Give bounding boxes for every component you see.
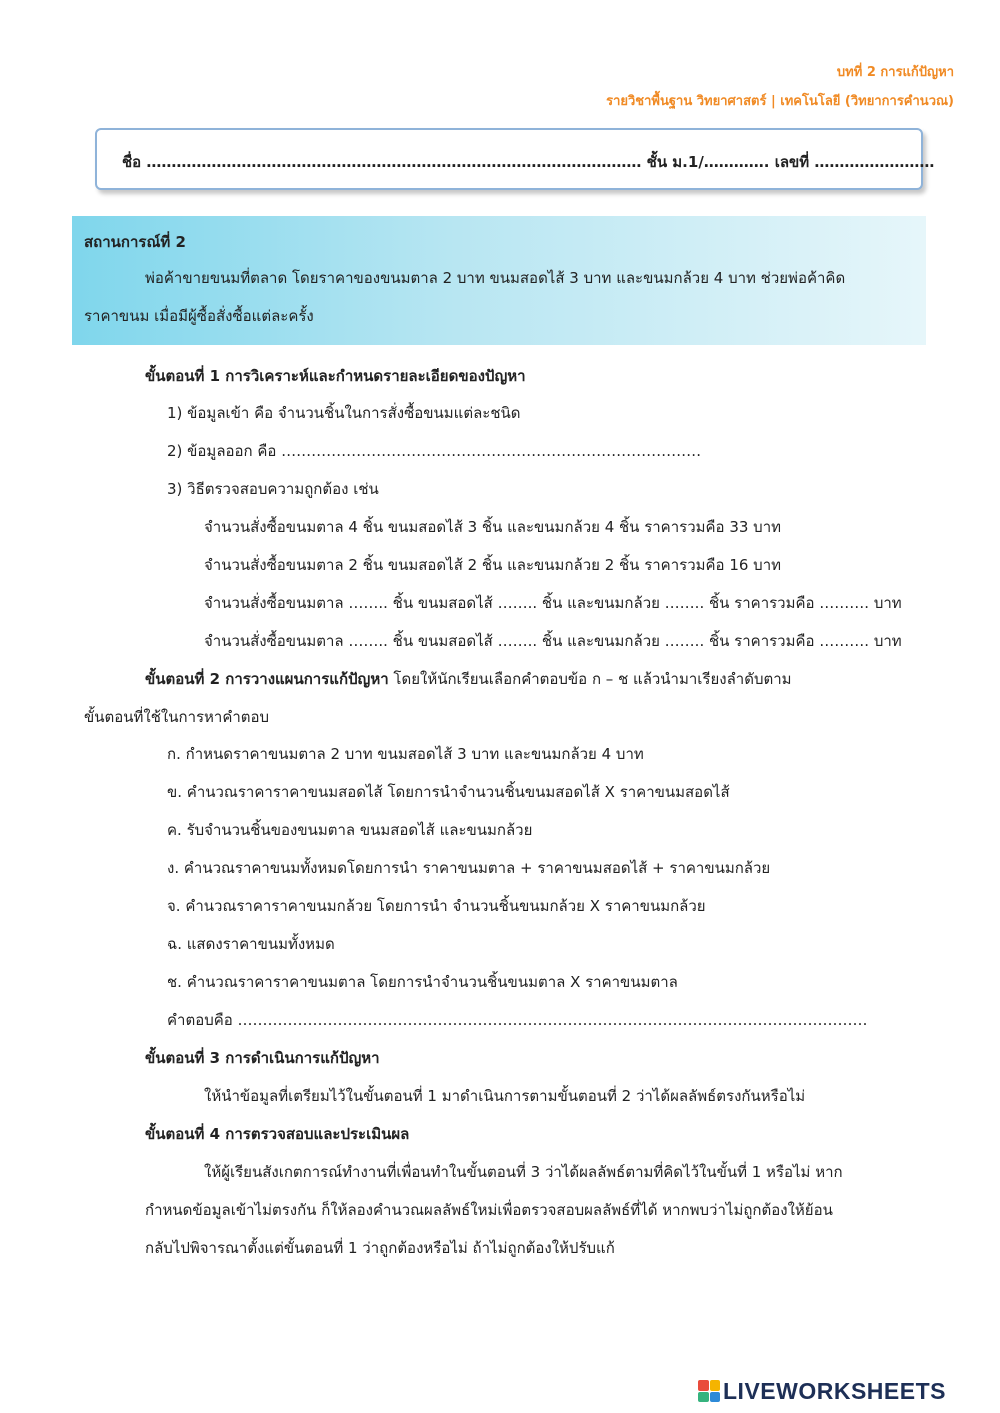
scenario-text-line-2: ราคาขนม เมื่อมีผู้ซื้อสั่งซื้อแต่ละครั้ง: [84, 307, 314, 325]
liveworksheets-wordmark: LIVEWORKSHEETS: [723, 1377, 946, 1404]
step1-example-3: จำนวนสั่งซื้อขนมตาล …….. ชิ้น ขนมสอดไส้ …….. ชิ้น และขนมกล้วย …….. ชิ้น ราคารวมคือ ………. บาท: [204, 594, 902, 612]
step2-intro-text: โดยให้นักเรียนเลือกคำตอบข้อ ก – ช แล้วนำมาเรียงลำดับตาม: [388, 670, 792, 688]
step1-title: ขั้นตอนที่ 1 การวิเคราะห์และกำหนดรายละเอียดของปัญหา: [145, 367, 526, 385]
step2-option-kho-khwai: ค. รับจำนวนชิ้นของขนมตาล ขนมสอดไส้ และขนมกล้วย: [167, 821, 533, 839]
liveworksheets-icon: [698, 1380, 720, 1402]
step3-text: ให้นำข้อมูลที่เตรียมไว้ในขั้นตอนที่ 1 มาดำเนินการตามขั้นตอนที่ 2 ว่าได้ผลลัพธ์ตรงกันหรือไม่: [204, 1087, 806, 1105]
step3-title: ขั้นตอนที่ 3 การดำเนินการแก้ปัญหา: [145, 1049, 380, 1067]
step2-title: ขั้นตอนที่ 2 การวางแผนการแก้ปัญหา: [145, 670, 389, 688]
step2-answer-line: คำตอบคือ ………………………………………………………………………………………………………………: [167, 1011, 868, 1029]
step4-text-line-2: กำหนดข้อมูลเข้าไม่ตรงกัน ก็ให้ลองคำนวณผลลัพธ์ใหม่เพื่อตรวจสอบผลลัพธ์ที่ได้ หากพบว่าไม่ถูกต้องให้ย้อน: [145, 1201, 833, 1219]
chapter-heading: บทที่ 2 การแก้ปัญหา: [836, 65, 954, 80]
step2-option-chho: ฉ. แสดงราคาขนมทั้งหมด: [167, 935, 335, 953]
step2-intro: [145, 667, 792, 691]
step4-text-line-3: กลับไปพิจารณาตั้งแต่ขั้นตอนที่ 1 ว่าถูกต้องหรือไม่ ถ้าไม่ถูกต้องให้ปรับแก้: [145, 1239, 615, 1257]
step1-item-verify: 3) วิธีตรวจสอบความถูกต้อง เช่น: [167, 480, 379, 498]
step2-option-kho: ข. คำนวณราคาราคาขนมสอดไส้ โดยการนำจำนวนชิ้นขนมสอดไส้ X ราคาขนมสอดไส้: [167, 783, 730, 801]
step2-option-ngo: ง. คำนวณราคาขนมทั้งหมดโดยการนำ ราคาขนมตาล + ราคาขนมสอดไส้ + ราคาขนมกล้วย: [167, 859, 771, 877]
step1-example-4: จำนวนสั่งซื้อขนมตาล …….. ชิ้น ขนมสอดไส้ …….. ชิ้น และขนมกล้วย …….. ชิ้น ราคารวมคือ ………. บาท: [204, 632, 902, 650]
step2-intro-line-2: ขั้นตอนที่ใช้ในการหาคำตอบ: [84, 708, 270, 726]
scenario-text-line-1: พ่อค้าขายขนมที่ตลาด โดยราคาของขนมตาล 2 บาท ขนมสอดไส้ 3 บาท และขนมกล้วย 4 บาท ช่วยพ่อค้าคิด: [145, 269, 846, 287]
step2-option-ko: ก. กำหนดราคาขนมตาล 2 บาท ขนมสอดไส้ 3 บาท และขนมกล้วย 4 บาท: [167, 745, 644, 763]
student-info-line: ชื่อ ……………………………………………………………………………………… ชั้น ม.1/…………. เลขที่ ……………………: [122, 153, 935, 171]
step4-title: ขั้นตอนที่ 4 การตรวจสอบและประเมินผล: [145, 1125, 410, 1143]
step1-item-input: 1) ข้อมูลเข้า คือ จำนวนชิ้นในการสั่งซื้อขนมแต่ละชนิด: [167, 404, 521, 422]
scenario-title: สถานการณ์ที่ 2: [84, 233, 186, 251]
course-heading: รายวิชาพื้นฐาน วิทยาศาสตร์ | เทคโนโลยี (วิทยาการคำนวณ): [606, 94, 954, 109]
step1-example-1: จำนวนสั่งซื้อขนมตาล 4 ชิ้น ขนมสอดไส้ 3 ชิ้น และขนมกล้วย 4 ชิ้น ราคารวมคือ 33 บาท: [204, 518, 782, 536]
step2-option-cho-chang: ช. คำนวณราคาราคาขนมตาล โดยการนำจำนวนชิ้นขนมตาล X ราคาขนมตาล: [167, 973, 678, 991]
step1-example-2: จำนวนสั่งซื้อขนมตาล 2 ชิ้น ขนมสอดไส้ 2 ชิ้น และขนมกล้วย 2 ชิ้น ราคารวมคือ 16 บาท: [204, 556, 782, 574]
step4-text-line-1: ให้ผู้เรียนสังเกตการณ์ทำงานที่เพื่อนทำในขั้นตอนที่ 3 ว่าได้ผลลัพธ์ตามที่คิดไว้ในขั้นที่ 1 หรือไม่ หาก: [204, 1163, 843, 1181]
liveworksheets-logo: [698, 1378, 946, 1404]
step1-item-output: 2) ข้อมูลออก คือ …………………………………………………………………………: [167, 442, 702, 460]
step2-option-cho: จ. คำนวณราคาราคาขนมกล้วย โดยการนำ จำนวนชิ้นขนมกล้วย X ราคาขนมกล้วย: [167, 897, 706, 915]
